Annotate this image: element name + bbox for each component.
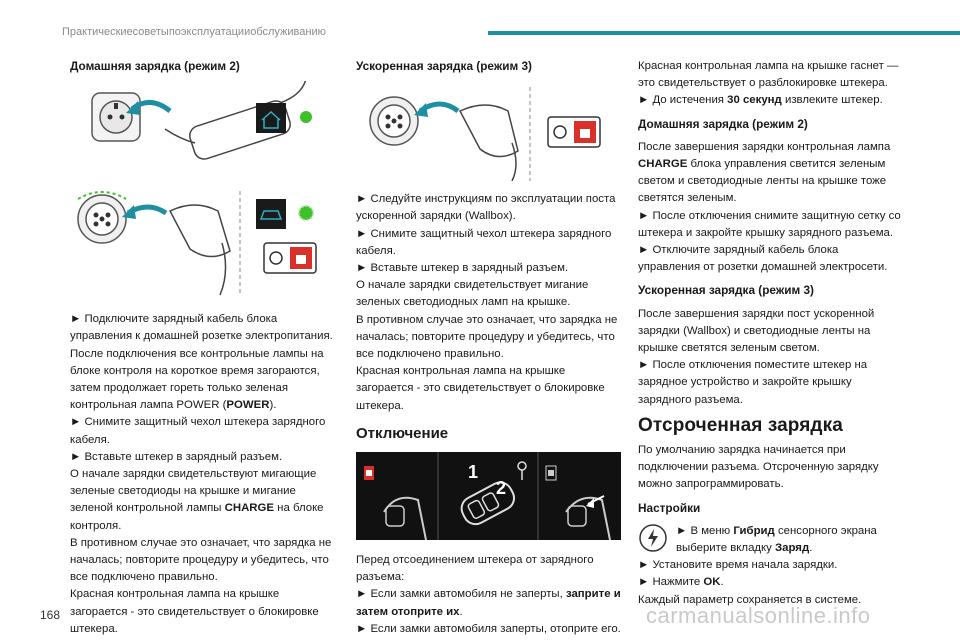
home-socket-illustration [70,81,330,181]
car-socket-illustration [70,191,330,301]
column-end-charging [638,58,903,609]
watermark: carmanualsonline.info [646,603,871,628]
col1-red-lamp-text: Красная контрольная лампа на крышке загорается - это свидетельствует о блокировке штекера. [70,588,319,635]
col3-fast-end-text: После завершения зарядки пост ускоренной зарядки (Wallbox) и светодиодные ленты на крышке светятся зеленым светом. [638,307,875,355]
disconnect-illustration [356,452,621,540]
col1-lamps-text: После подключения все контрольные лампы на блоке контроля на короткое время загораются, затем продолжает гореть только зеленая контрольная лампа POWER (POWER). [70,347,324,412]
col1-step-remove-cover: ► Снимите защитный чехол штекера зарядного кабеля. [70,416,326,446]
col2-step-follow-wallbox: ► Следуйте инструкциям по эксплуатации поста ускоренной зарядки (Wallbox). [356,193,616,223]
charging-plug-icon [638,523,668,553]
page-header [0,0,960,40]
col2-step-remove-cover: ► Снимите защитный чехол штекера зарядного кабеля. [356,227,612,257]
col2-before-disconnect: Перед отсоединением штекера от зарядного разъема: [356,554,594,584]
col3-red-lamp-off: Красная контрольная лампа на крышке гаснет — это свидетельствует о разблокировке штекера. [638,60,899,90]
col2-step-unlocked: ► Если замки автомобиля не заперты, заприте и затем отоприте их. [356,588,621,618]
col3-step-set-time: ► Установите время начала зарядки. [638,559,838,572]
col3-saved-text: Каждый параметр сохраняется в системе. [638,593,862,606]
col2-step-locked: ► Если замки автомобиля заперты, отоприте его. [356,622,621,635]
col1-step-insert-plug: ► Вставьте штекер в зарядный разъем. [70,450,283,463]
col2-step-insert-plug: ► Вставьте штекер в зарядный разъем. [356,262,569,275]
col2-red-lamp-text: Красная контрольная лампа на крышке загорается - это свидетельствует о блокировке штекера. [356,365,605,412]
heading-home-charging-end: Домашняя зарядка (режим 2) [638,116,808,131]
col1-failure-text: В противном случае это означает, что зарядка не началась; повторите процедуру и убедитесь, что все подключено правильно. [70,536,332,584]
column-fast-charging [356,58,621,638]
heading-disconnect: Отключение [356,424,449,442]
col1-step-plug-in: ► Подключите зарядный кабель блока управления к домашней розетке электропитания. [70,313,333,343]
col3-home-end-text: После завершения зарядки контрольная лампа CHARGE блока управления светится зеленым светом и светодиодные ленты на крышке тоже светятся зеленым. [638,140,891,205]
heading-fast-charging-end: Ускоренная зарядка (режим 3) [638,283,814,298]
fig-label-2: 2 [496,478,507,499]
col2-start-text: О начале зарядки свидетельствует мигание зеленых светодиодных ламп на крышке. [356,279,589,309]
col3-step-ok: ► Нажмите OK. [638,576,724,589]
breadcrumb: Практическиесоветыпоэксплуатацииобслуживанию [62,26,326,38]
col3-step-close-flap: ► После отключения снимите защитную сетку со штекера и закройте крышку зарядного разъема. [638,209,901,239]
column-home-charging [70,58,335,638]
col3-step-menu: ► В меню Гибрид сенсорного экрана выберите вкладку Заряд. [676,524,877,555]
col3-step-30s: ► До истечения 30 секунд извлеките штекер. [638,94,883,107]
fig-label-1: 1 [468,462,479,483]
heading-fast-charging: Ускоренная зарядка (режим 3) [356,59,532,73]
col1-start-text: О начале зарядки свидетельствуют мигающие зеленые светодиоды на крышке и мигание зеленой контрольной лампы CHARGE на блоке контроля. [70,468,324,532]
settings-menu-row [638,523,903,557]
col2-failure-text: В противном случае это означает, что зарядка не началась; повторите процедуру и убедитесь, что все подключено правильно. [356,313,618,361]
col3-deferred-text: По умолчанию зарядка начинается при подключении разъема. Отсроченную зарядку можно запрограммировать. [638,444,879,491]
col3-step-store-plug: ► После отключения поместите штекер на зарядное устройство и закройте крышку зарядного разъема. [638,359,868,406]
heading-settings: Настройки [638,500,701,515]
wallbox-plug-illustration [356,81,616,181]
heading-deferred-charging: Отсроченная зарядка [638,414,843,436]
page-number: 168 [40,608,61,622]
col3-step-unplug: ► Отключите зарядный кабель блока управления от розетки домашней электросети. [638,244,888,274]
heading-home-charging: Домашняя зарядка (режим 2) [70,59,240,73]
header-accent-bar [488,31,960,35]
